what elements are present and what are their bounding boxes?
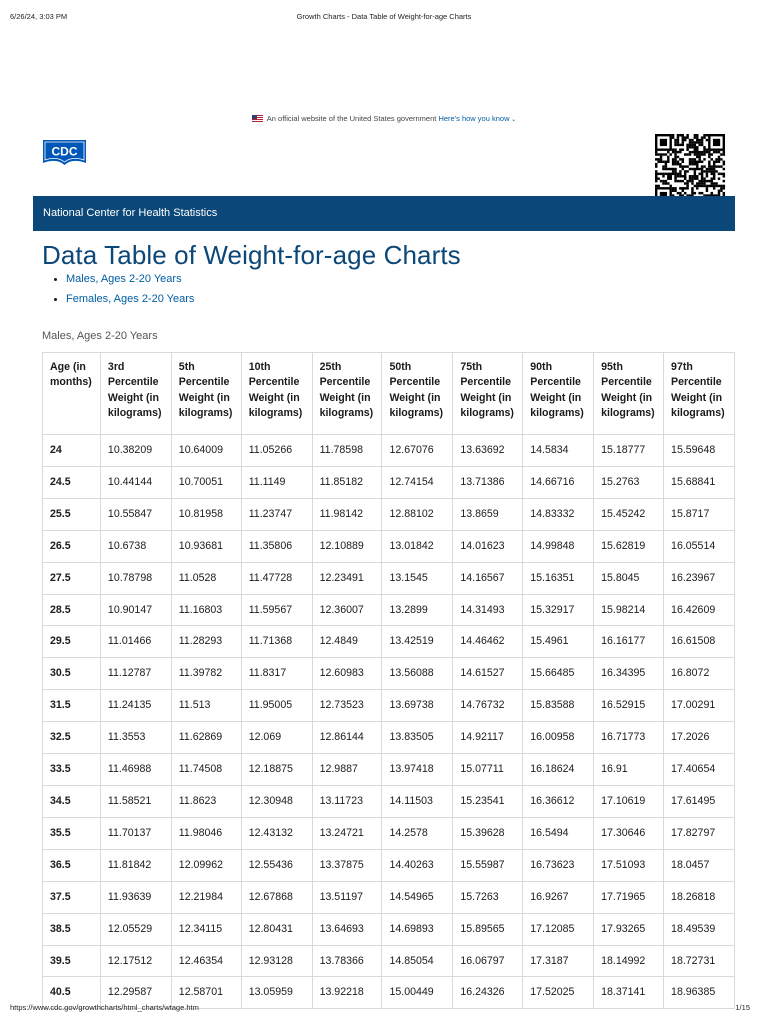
age-cell: 28.5 <box>43 594 101 626</box>
weight-cell: 13.8659 <box>453 498 523 530</box>
us-flag-icon <box>252 115 263 122</box>
weight-cell: 12.36007 <box>312 594 382 626</box>
official-gov-banner <box>0 114 768 123</box>
weight-cell: 12.23491 <box>312 562 382 594</box>
weight-cell: 14.61527 <box>453 658 523 690</box>
weight-cell: 11.8623 <box>171 785 241 817</box>
weight-cell: 15.32917 <box>523 594 594 626</box>
weight-cell: 17.12085 <box>523 913 594 945</box>
weight-cell: 11.0528 <box>171 562 241 594</box>
weight-cell: 16.00958 <box>523 722 594 754</box>
weight-cell: 11.74508 <box>171 754 241 786</box>
weight-cell: 12.74154 <box>382 466 453 498</box>
age-cell: 30.5 <box>43 658 101 690</box>
weight-cell: 12.55436 <box>241 849 312 881</box>
weight-cell: 11.98142 <box>312 498 382 530</box>
weight-cell: 17.2026 <box>664 722 735 754</box>
column-header-percentile: 25th Percentile Weight (in kilograms) <box>312 353 382 435</box>
weight-cell: 13.63692 <box>453 435 523 467</box>
weight-cell: 16.23967 <box>664 562 735 594</box>
weight-cell: 15.62819 <box>594 530 664 562</box>
weight-cell: 15.55987 <box>453 849 523 881</box>
weight-cell: 15.39628 <box>453 817 523 849</box>
weight-cell: 12.21984 <box>171 881 241 913</box>
column-header-percentile: 10th Percentile Weight (in kilograms) <box>241 353 312 435</box>
print-page-title: Growth Charts - Data Table of Weight-for-age Charts <box>296 12 472 21</box>
table-row <box>43 626 735 658</box>
page-title: Data Table of Weight-for-age Charts <box>42 240 461 270</box>
weight-cell: 18.37141 <box>594 977 664 1009</box>
weight-cell: 18.49539 <box>664 913 735 945</box>
weight-cell: 11.46988 <box>100 754 171 786</box>
weight-cell: 16.36612 <box>523 785 594 817</box>
weight-cell: 16.91 <box>594 754 664 786</box>
weight-cell: 10.44144 <box>100 466 171 498</box>
weight-cell: 16.71773 <box>594 722 664 754</box>
age-cell: 38.5 <box>43 913 101 945</box>
age-cell: 34.5 <box>43 785 101 817</box>
weight-cell: 18.72731 <box>664 945 735 977</box>
weight-cell: 13.69738 <box>382 690 453 722</box>
weight-cell: 14.46462 <box>453 626 523 658</box>
weight-cell: 11.85182 <box>312 466 382 498</box>
weight-cell: 10.78798 <box>100 562 171 594</box>
weight-cell: 16.24326 <box>453 977 523 1009</box>
table-row <box>43 849 735 881</box>
print-footer <box>0 1003 768 1015</box>
weight-cell: 11.58521 <box>100 785 171 817</box>
weight-cell: 12.10889 <box>312 530 382 562</box>
column-header-percentile: 97th Percentile Weight (in kilograms) <box>664 353 735 435</box>
table-row <box>43 722 735 754</box>
weight-cell: 16.61508 <box>664 626 735 658</box>
weight-cell: 13.11723 <box>312 785 382 817</box>
weight-cell: 11.1149 <box>241 466 312 498</box>
weight-cell: 13.92218 <box>312 977 382 1009</box>
weight-cell: 17.52025 <box>523 977 594 1009</box>
weight-cell: 11.23747 <box>241 498 312 530</box>
table-row <box>43 498 735 530</box>
weight-cell: 15.4961 <box>523 626 594 658</box>
weight-cell: 12.29587 <box>100 977 171 1009</box>
age-cell: 40.5 <box>43 977 101 1009</box>
qr-code <box>653 134 727 204</box>
weight-cell: 16.06797 <box>453 945 523 977</box>
weight-cell: 10.81958 <box>171 498 241 530</box>
weight-cell: 13.51197 <box>312 881 382 913</box>
age-cell: 39.5 <box>43 945 101 977</box>
nchs-title-link[interactable]: National Center for Health Statistics <box>43 207 218 219</box>
weight-cell: 12.46354 <box>171 945 241 977</box>
weight-cell: 15.59648 <box>664 435 735 467</box>
weight-cell: 11.98046 <box>171 817 241 849</box>
heres-how-you-know-link[interactable]: Here's how you know ⌄ <box>438 114 517 123</box>
print-page-number: 1/15 <box>735 1003 750 1012</box>
weight-cell: 15.7263 <box>453 881 523 913</box>
table-row <box>43 690 735 722</box>
age-cell: 24 <box>43 435 101 467</box>
weight-cell: 14.54965 <box>382 881 453 913</box>
age-cell: 27.5 <box>43 562 101 594</box>
weight-cell: 14.16567 <box>453 562 523 594</box>
chevron-down-icon: ⌄ <box>509 117 517 123</box>
weight-cell: 13.78366 <box>312 945 382 977</box>
weight-cell: 15.8717 <box>664 498 735 530</box>
weight-cell: 10.64009 <box>171 435 241 467</box>
weight-cell: 16.5494 <box>523 817 594 849</box>
weight-cell: 14.01623 <box>453 530 523 562</box>
weight-cell: 15.89565 <box>453 913 523 945</box>
weight-cell: 12.80431 <box>241 913 312 945</box>
toc-item <box>66 272 194 292</box>
weight-cell: 12.18875 <box>241 754 312 786</box>
column-header-percentile: 3rd Percentile Weight (in kilograms) <box>100 353 171 435</box>
weight-cell: 13.1545 <box>382 562 453 594</box>
weight-cell: 12.17512 <box>100 945 171 977</box>
age-cell: 31.5 <box>43 690 101 722</box>
weight-cell: 16.34395 <box>594 658 664 690</box>
table-row <box>43 817 735 849</box>
weight-cell: 15.2763 <box>594 466 664 498</box>
weight-cell: 11.05266 <box>241 435 312 467</box>
weight-cell: 16.18624 <box>523 754 594 786</box>
weight-cell: 16.16177 <box>594 626 664 658</box>
weight-cell: 16.42609 <box>664 594 735 626</box>
column-header-percentile: 95th Percentile Weight (in kilograms) <box>594 353 664 435</box>
weight-cell: 13.71386 <box>453 466 523 498</box>
table-row <box>43 913 735 945</box>
column-header-percentile: 5th Percentile Weight (in kilograms) <box>171 353 241 435</box>
weight-cell: 15.07711 <box>453 754 523 786</box>
weight-cell: 16.8072 <box>664 658 735 690</box>
weight-cell: 11.62869 <box>171 722 241 754</box>
age-cell: 24.5 <box>43 466 101 498</box>
weight-cell: 14.92117 <box>453 722 523 754</box>
weight-cell: 13.05959 <box>241 977 312 1009</box>
weight-cell: 11.513 <box>171 690 241 722</box>
toc-item <box>66 292 194 312</box>
weight-cell: 14.99848 <box>523 530 594 562</box>
table-row <box>43 785 735 817</box>
column-header-age: Age (in months) <box>43 353 101 435</box>
weight-cell: 16.73623 <box>523 849 594 881</box>
weight-cell: 10.93681 <box>171 530 241 562</box>
weight-cell: 14.83332 <box>523 498 594 530</box>
nchs-header-bar <box>33 196 735 231</box>
weight-cell: 10.6738 <box>100 530 171 562</box>
table-row <box>43 658 735 690</box>
weight-cell: 15.83588 <box>523 690 594 722</box>
table-header-row <box>43 353 735 435</box>
weight-cell: 11.95005 <box>241 690 312 722</box>
table-row <box>43 562 735 594</box>
weight-cell: 15.18777 <box>594 435 664 467</box>
weight-cell: 14.66716 <box>523 466 594 498</box>
weight-cell: 10.70051 <box>171 466 241 498</box>
table-of-contents <box>52 272 194 312</box>
weight-cell: 11.47728 <box>241 562 312 594</box>
weight-cell: 12.86144 <box>312 722 382 754</box>
cdc-logo-text: CDC <box>51 144 78 159</box>
weight-cell: 14.5834 <box>523 435 594 467</box>
weight-cell: 16.9267 <box>523 881 594 913</box>
weight-cell: 12.88102 <box>382 498 453 530</box>
weight-cell: 11.78598 <box>312 435 382 467</box>
weight-cell: 12.09962 <box>171 849 241 881</box>
weight-cell: 11.16803 <box>171 594 241 626</box>
weight-cell: 12.93128 <box>241 945 312 977</box>
weight-for-age-table <box>42 352 735 1009</box>
weight-cell: 11.12787 <box>100 658 171 690</box>
table-row <box>43 881 735 913</box>
weight-cell: 15.23541 <box>453 785 523 817</box>
weight-cell: 10.38209 <box>100 435 171 467</box>
weight-cell: 17.3187 <box>523 945 594 977</box>
column-header-percentile: 90th Percentile Weight (in kilograms) <box>523 353 594 435</box>
weight-cell: 15.8045 <box>594 562 664 594</box>
weight-cell: 17.00291 <box>664 690 735 722</box>
weight-cell: 18.14992 <box>594 945 664 977</box>
age-cell: 32.5 <box>43 722 101 754</box>
gov-banner-text: An official website of the United States government <box>266 114 437 123</box>
weight-cell: 12.9887 <box>312 754 382 786</box>
weight-cell: 12.069 <box>241 722 312 754</box>
weight-cell: 17.61495 <box>664 785 735 817</box>
age-cell: 25.5 <box>43 498 101 530</box>
table-row <box>43 754 735 786</box>
weight-cell: 11.8317 <box>241 658 312 690</box>
weight-cell: 13.01842 <box>382 530 453 562</box>
weight-cell: 14.85054 <box>382 945 453 977</box>
weight-cell: 12.05529 <box>100 913 171 945</box>
weight-cell: 13.2899 <box>382 594 453 626</box>
print-url: https://www.cdc.gov/growthcharts/html_charts/wtage.htm <box>10 1003 199 1012</box>
weight-cell: 16.52915 <box>594 690 664 722</box>
weight-cell: 15.66485 <box>523 658 594 690</box>
weight-cell: 12.43132 <box>241 817 312 849</box>
weight-cell: 17.93265 <box>594 913 664 945</box>
weight-cell: 17.71965 <box>594 881 664 913</box>
weight-cell: 13.37875 <box>312 849 382 881</box>
age-cell: 29.5 <box>43 626 101 658</box>
weight-cell: 12.34115 <box>171 913 241 945</box>
weight-cell: 11.24135 <box>100 690 171 722</box>
table-row <box>43 945 735 977</box>
weight-cell: 11.39782 <box>171 658 241 690</box>
weight-cell: 14.31493 <box>453 594 523 626</box>
weight-cell: 13.64693 <box>312 913 382 945</box>
weight-cell: 11.3553 <box>100 722 171 754</box>
table-row <box>43 466 735 498</box>
weight-cell: 13.97418 <box>382 754 453 786</box>
table-caption: Males, Ages 2-20 Years <box>42 330 158 342</box>
weight-cell: 18.26818 <box>664 881 735 913</box>
weight-cell: 14.76732 <box>453 690 523 722</box>
age-cell: 26.5 <box>43 530 101 562</box>
weight-cell: 11.01466 <box>100 626 171 658</box>
weight-cell: 14.69893 <box>382 913 453 945</box>
toc-link-females[interactable]: Females, Ages 2-20 Years <box>66 293 195 305</box>
weight-cell: 11.28293 <box>171 626 241 658</box>
weight-cell: 15.68841 <box>664 466 735 498</box>
cdc-logo[interactable] <box>42 139 87 167</box>
weight-cell: 11.70137 <box>100 817 171 849</box>
weight-cell: 17.30646 <box>594 817 664 849</box>
table-row <box>43 435 735 467</box>
weight-cell: 11.93639 <box>100 881 171 913</box>
toc-link-males[interactable]: Males, Ages 2-20 Years <box>66 273 182 285</box>
weight-cell: 16.05514 <box>664 530 735 562</box>
weight-cell: 12.4849 <box>312 626 382 658</box>
weight-cell: 12.58701 <box>171 977 241 1009</box>
table-row <box>43 530 735 562</box>
weight-cell: 17.82797 <box>664 817 735 849</box>
weight-cell: 11.81842 <box>100 849 171 881</box>
weight-cell: 11.59567 <box>241 594 312 626</box>
weight-cell: 12.67076 <box>382 435 453 467</box>
weight-cell: 13.42519 <box>382 626 453 658</box>
weight-cell: 12.67868 <box>241 881 312 913</box>
weight-cell: 17.40654 <box>664 754 735 786</box>
weight-cell: 10.55847 <box>100 498 171 530</box>
weight-cell: 15.98214 <box>594 594 664 626</box>
weight-cell: 15.16351 <box>523 562 594 594</box>
table-row <box>43 594 735 626</box>
weight-cell: 13.56088 <box>382 658 453 690</box>
age-cell: 36.5 <box>43 849 101 881</box>
weight-cell: 18.96385 <box>664 977 735 1009</box>
weight-cell: 12.30948 <box>241 785 312 817</box>
column-header-percentile: 50th Percentile Weight (in kilograms) <box>382 353 453 435</box>
weight-cell: 12.60983 <box>312 658 382 690</box>
weight-cell: 17.51093 <box>594 849 664 881</box>
weight-cell: 15.45242 <box>594 498 664 530</box>
weight-cell: 11.35806 <box>241 530 312 562</box>
weight-cell: 18.0457 <box>664 849 735 881</box>
print-header <box>0 12 768 24</box>
weight-cell: 13.83505 <box>382 722 453 754</box>
weight-cell: 11.71368 <box>241 626 312 658</box>
age-cell: 37.5 <box>43 881 101 913</box>
weight-cell: 14.2578 <box>382 817 453 849</box>
print-datetime: 6/26/24, 3:03 PM <box>10 12 68 21</box>
weight-cell: 14.11503 <box>382 785 453 817</box>
weight-cell: 13.24721 <box>312 817 382 849</box>
column-header-percentile: 75th Percentile Weight (in kilograms) <box>453 353 523 435</box>
weight-cell: 17.10619 <box>594 785 664 817</box>
weight-cell: 14.40263 <box>382 849 453 881</box>
weight-cell: 15.00449 <box>382 977 453 1009</box>
weight-cell: 10.90147 <box>100 594 171 626</box>
age-cell: 35.5 <box>43 817 101 849</box>
age-cell: 33.5 <box>43 754 101 786</box>
weight-cell: 12.73523 <box>312 690 382 722</box>
